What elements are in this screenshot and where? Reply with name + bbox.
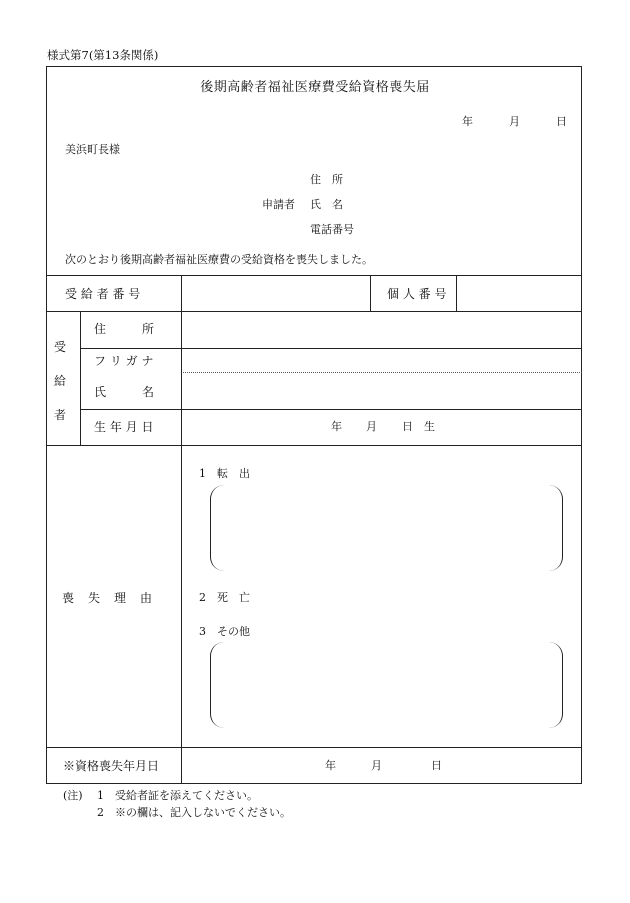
recipient-number-field[interactable]	[183, 278, 368, 309]
applicant-address-label: 住 所	[310, 173, 343, 186]
bracket-right	[548, 485, 563, 571]
other-details-field[interactable]	[228, 645, 544, 725]
notes-prefix: (注)	[63, 789, 83, 802]
recipient-group-char: 者	[54, 408, 67, 422]
furigana-divider	[181, 372, 582, 373]
row-divider	[80, 409, 582, 410]
reason-option-moved-out[interactable]: 1 転 出	[199, 467, 250, 480]
loss-year-label: 年	[325, 759, 336, 772]
note-item: 2 ※の欄は、記入しないでください。	[97, 806, 291, 819]
row-divider	[46, 747, 582, 748]
recipient-group-char: 給	[54, 374, 67, 388]
row-divider	[80, 348, 582, 349]
note-item: 1 受給者証を添えてください。	[97, 789, 258, 802]
birth-year-label: 年	[331, 420, 342, 433]
loss-date-label: ※資格喪失年月日	[63, 759, 160, 773]
moved-out-details-field[interactable]	[228, 488, 544, 568]
column-divider	[80, 311, 81, 445]
birthdate-label: 生 年 月 日	[94, 420, 154, 434]
loss-reason-label: 喪 失 理 由	[62, 591, 154, 605]
personal-number-label: 個 人 番 号	[387, 287, 447, 301]
birth-day-label: 日	[402, 420, 413, 433]
recipient-name-label: 氏 名	[94, 385, 155, 399]
recipient-address-field[interactable]	[183, 313, 580, 346]
row-divider	[46, 311, 582, 312]
form-title: 後期高齢者福祉医療費受給資格喪失届	[200, 80, 430, 95]
applicant-phone-label: 電話番号	[310, 223, 354, 236]
loss-day-label: 日	[431, 759, 442, 772]
date-day-label: 日	[556, 115, 567, 128]
bracket-left	[210, 485, 225, 571]
column-divider	[456, 275, 457, 311]
statement-text: 次のとおり後期高齢者福祉医療費の受給資格を喪失しました。	[65, 253, 373, 266]
form-reference: 様式第7(第13条関係)	[47, 48, 159, 62]
applicant-label: 申請者	[262, 198, 295, 211]
addressee: 美浜町長様	[65, 143, 120, 156]
row-divider	[46, 275, 582, 276]
loss-month-label: 月	[371, 759, 382, 772]
birth-suffix-label: 生	[424, 420, 435, 433]
personal-number-field[interactable]	[458, 278, 580, 309]
applicant-name-label: 氏 名	[310, 198, 343, 211]
birth-month-label: 月	[366, 420, 377, 433]
date-month-label: 月	[509, 115, 520, 128]
recipient-number-label: 受 給 者 番 号	[65, 287, 141, 301]
furigana-label: フ リ ガ ナ	[94, 354, 154, 368]
bracket-right	[548, 642, 563, 728]
date-year-label: 年	[462, 115, 473, 128]
row-divider	[46, 445, 582, 446]
recipient-name-field[interactable]	[183, 374, 580, 407]
recipient-group-char: 受	[54, 340, 67, 354]
reason-option-death[interactable]: 2 死 亡	[199, 591, 250, 604]
furigana-field[interactable]	[183, 350, 580, 371]
column-divider	[181, 275, 182, 784]
reason-option-other[interactable]: 3 その他	[199, 625, 250, 638]
column-divider	[370, 275, 371, 311]
recipient-address-label: 住 所	[94, 322, 155, 336]
bracket-left	[210, 642, 225, 728]
